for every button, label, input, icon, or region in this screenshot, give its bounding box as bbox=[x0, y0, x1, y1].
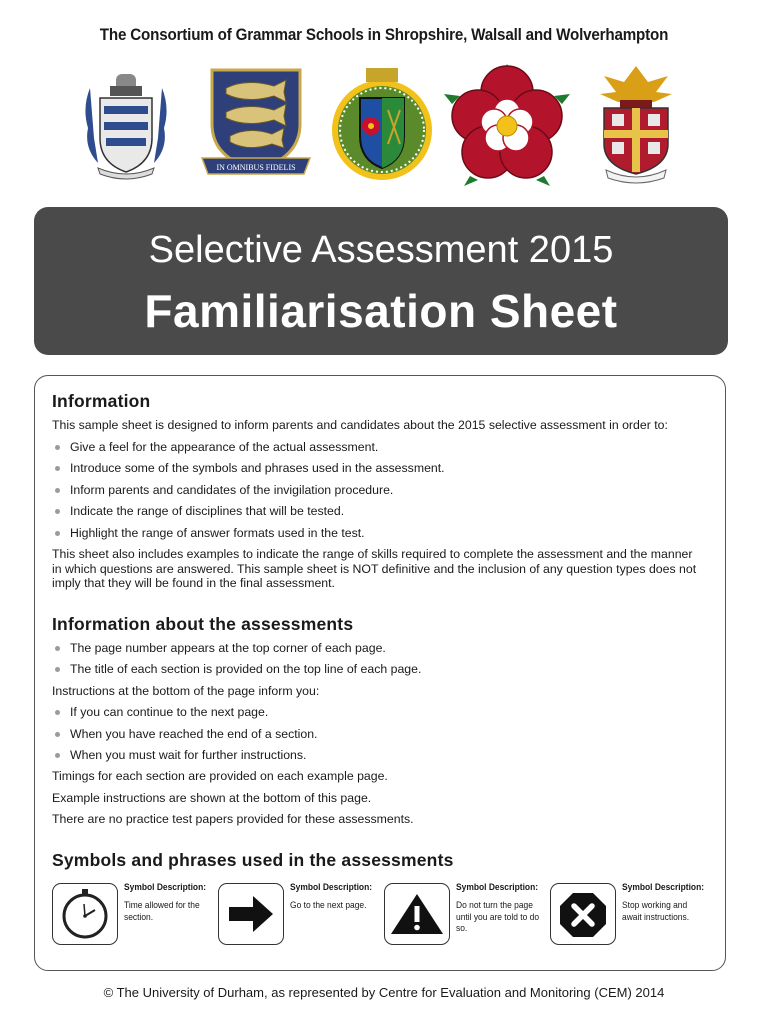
copyright-footer: © The University of Durham, as represented by Centre for Evaluation and Monitoring (CEM) 2014 bbox=[103, 985, 665, 1000]
symbol-title: Symbol Description: bbox=[456, 881, 539, 892]
stop-icon bbox=[551, 884, 615, 944]
symbol-title: Symbol Description: bbox=[290, 881, 373, 892]
warning-symbol-box bbox=[384, 883, 450, 945]
banner-subtitle: Selective Assessment 2015 bbox=[148, 229, 614, 271]
symbol-description: Stop working and await instructions. bbox=[622, 899, 690, 922]
symbol-description: Go to the next page. bbox=[290, 899, 367, 910]
heraldic-shield-crest-icon bbox=[80, 68, 172, 180]
crest-motto: IN OMNIBUS FIDELIS bbox=[216, 163, 296, 172]
information-box bbox=[34, 375, 726, 971]
clock-symbol-box bbox=[52, 883, 118, 945]
title-banner bbox=[34, 207, 728, 355]
instructions-intro: Instructions at the bottom of the page inform you: bbox=[52, 684, 320, 698]
three-fish-shield-crest-icon bbox=[196, 66, 316, 180]
phoenix-shield-crest-icon bbox=[594, 62, 678, 184]
list-item: The page number appears at the top corner of each page. bbox=[70, 641, 386, 655]
arrow-symbol-box bbox=[218, 883, 284, 945]
stop-symbol-box bbox=[550, 883, 616, 945]
warning-icon bbox=[385, 884, 449, 944]
arrow-right-icon bbox=[219, 884, 283, 944]
list-item: If you can continue to the next page. bbox=[70, 705, 269, 719]
sunburst-rose-crest-icon bbox=[326, 64, 438, 184]
symbol-description: Do not turn the page until you are told to do so. bbox=[456, 899, 540, 933]
information-outro: This sheet also includes examples to indicate the range of skills required to complete the assessment and the manner in which questions are answered. This sample sheet is NOT definitive and the inclusion of any question types does not imply that they will be found in the final assessment. bbox=[52, 547, 697, 590]
practice-papers-line: There are no practice test papers provided for these assessments. bbox=[52, 812, 414, 826]
tudor-rose-crest-icon bbox=[442, 64, 572, 186]
list-item: Introduce some of the symbols and phrases used in the assessment. bbox=[70, 461, 445, 475]
banner-title: Familiarisation Sheet bbox=[144, 285, 618, 337]
symbol-title: Symbol Description: bbox=[124, 881, 207, 892]
list-item: The title of each section is provided on the top line of each page. bbox=[70, 662, 422, 676]
clock-icon bbox=[53, 884, 117, 944]
information-heading: Information bbox=[52, 391, 151, 411]
list-item: Inform parents and candidates of the invigilation procedure. bbox=[70, 483, 394, 497]
list-item: When you must wait for further instructions. bbox=[70, 748, 307, 762]
assessments-heading: Information about the assessments bbox=[52, 614, 354, 634]
list-item: Give a feel for the appearance of the actual assessment. bbox=[70, 440, 379, 454]
information-intro: This sample sheet is designed to inform parents and candidates about the 2015 selective assessment in order to: bbox=[52, 418, 668, 432]
list-item: Indicate the range of disciplines that will be tested. bbox=[70, 504, 345, 518]
symbol-description: Time allowed for the section. bbox=[124, 899, 200, 922]
list-item: When you have reached the end of a section. bbox=[70, 727, 318, 741]
symbols-heading: Symbols and phrases used in the assessments bbox=[52, 850, 454, 870]
list-item: Highlight the range of answer formats used in the test. bbox=[70, 526, 365, 540]
timings-line: Timings for each section are provided on each example page. bbox=[52, 769, 388, 783]
consortium-title: The Consortium of Grammar Schools in Shropshire, Walsall and Wolverhampton bbox=[99, 26, 669, 44]
school-crests bbox=[0, 62, 768, 190]
example-instructions-line: Example instructions are shown at the bottom of this page. bbox=[52, 791, 372, 805]
symbol-title: Symbol Description: bbox=[622, 881, 705, 892]
